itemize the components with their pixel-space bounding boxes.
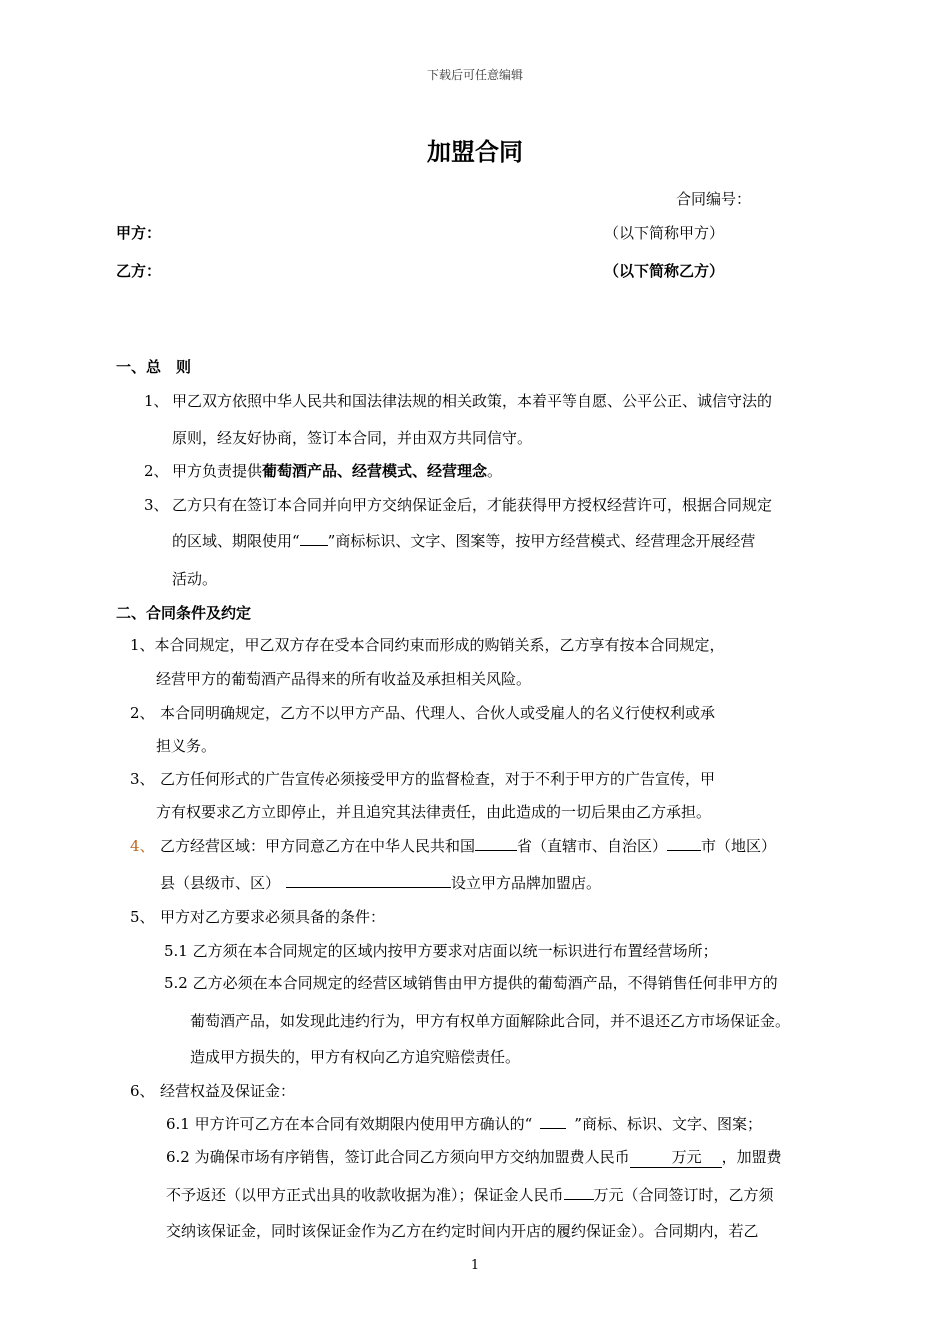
s2-item6-line1: 经营权益及保证金： [160, 1082, 296, 1100]
contract-number-label: 合同编号： [676, 190, 752, 208]
s2-item6-2-a: 6.2 为确保市场有序销售，签订此合同乙方须向甲方交纳加盟费人民币 [166, 1148, 630, 1166]
s1-item2-line [172, 460, 502, 481]
s2-item6-2-l2b: 万元（合同签订时，乙方须 [593, 1186, 774, 1204]
s2-item5-number: 5、 [130, 908, 155, 926]
page-number: 1 [470, 1258, 480, 1273]
s1-item1-line2: 原则，经友好协商，签订本合同，并由双方共同信守。 [172, 429, 533, 447]
party-a-alias: （以下简称甲方） [604, 224, 725, 242]
section-1-heading: 一、总 则 [116, 358, 192, 376]
county-blank [286, 873, 451, 888]
deposit-blank [564, 1185, 594, 1200]
s1-item3-number: 3、 [144, 496, 169, 514]
trademark-blank-2 [540, 1114, 566, 1129]
s2-item3-line1: 乙方任何形式的广告宣传必须接受甲方的监督检查，对于不利于甲方的广告宣传，甲 [160, 770, 716, 788]
s1-item3-pre: 的区域、期限使用“ [172, 532, 300, 550]
s1-item3-line2 [172, 530, 755, 551]
s2-item4-l2a: 县（县级市、区） [160, 874, 281, 892]
s1-item3-line3: 活动。 [172, 570, 218, 588]
header-note: 下载后可任意编辑 [426, 68, 523, 82]
s2-item4-c: 市（地区） [701, 837, 777, 855]
s2-item4-line1 [160, 835, 776, 856]
s2-item3-line2: 方有权要求乙方立即停止，并且追究其法律责任，由此造成的一切后果由乙方承担。 [156, 803, 712, 821]
s2-item5-2-line2: 葡萄酒产品，如发现此违约行为，甲方有权单方面解除此合同，并不退还乙方市场保证金。 [190, 1012, 791, 1030]
s2-item4-b: 省（直辖市、自治区） [517, 837, 668, 855]
s2-item5-line1: 甲方对乙方要求必须具备的条件： [160, 908, 386, 926]
province-blank [475, 836, 517, 851]
s1-item2-post: 。 [487, 462, 503, 480]
s1-item3-line1: 乙方只有在签订本合同并向甲方交纳保证金后，才能获得甲方授权经营许可，根据合同规定 [172, 496, 773, 514]
s2-item3-number: 3、 [130, 770, 155, 788]
s2-item2-number: 2、 [130, 704, 155, 722]
s2-item2-line2: 担义务。 [156, 737, 217, 755]
section-2-heading: 二、合同条件及约定 [116, 604, 252, 622]
s2-item4-a: 乙方经营区域：甲方同意乙方在中华人民共和国 [160, 837, 476, 855]
s2-item5-2-line1: 5.2 乙方必须在本合同规定的经营区域销售由甲方提供的葡萄酒产品，不得销售任何非甲方的 [164, 974, 778, 992]
party-b-alias: （以下简称乙方） [604, 262, 725, 280]
franchise-fee-amount: 万元 [630, 1146, 722, 1168]
s2-item5-2-line3: 造成甲方损失的，甲方有权向乙方追究赔偿责任。 [190, 1048, 521, 1066]
s2-item2-line1: 本合同明确规定，乙方不以甲方产品、代理人、合伙人或受雇人的名义行使权利或承 [160, 704, 716, 722]
s2-item6-2-l2a: 不予返还（以甲方正式出具的收款收据为准）；保证金人民币 [166, 1186, 564, 1204]
s2-item6-1-post: ”商标、标识、文字、图案； [574, 1115, 762, 1133]
city-blank [667, 836, 701, 851]
s2-item5-1: 5.1 乙方须在本合同规定的区域内按甲方要求对店面以统一标识进行布置经营场所； [164, 942, 718, 960]
trademark-blank [300, 531, 328, 546]
s2-item1-line1: 1、本合同规定，甲乙双方存在受本合同约束而形成的购销关系，乙方享有按本合同规定， [130, 636, 725, 654]
s2-item1-line2: 经营甲方的葡萄酒产品得来的所有收益及承担相关风险。 [156, 670, 532, 688]
s2-item4-line2 [160, 872, 601, 893]
s2-item4-number: 4、 [130, 837, 155, 855]
s1-item3-post: ”商标标识、文字、图案等，按甲方经营模式、经营理念开展经营 [327, 532, 756, 550]
s2-item6-number: 6、 [130, 1082, 155, 1100]
s2-item6-1-pre: 6.1 甲方许可乙方在本合同有效期限内使用甲方确认的“ [166, 1115, 533, 1133]
s2-item6-2-b: ，加盟费 [721, 1148, 782, 1166]
s1-item2-bold: 葡萄酒产品、经营模式、经营理念 [262, 462, 488, 480]
s2-item6-2-line1 [166, 1146, 782, 1168]
s1-item1-number: 1、 [144, 392, 169, 410]
s1-item2-number: 2、 [144, 462, 169, 480]
s2-item4-l2b: 设立甲方品牌加盟店。 [451, 874, 602, 892]
s1-item2-pre: 甲方负责提供 [172, 462, 263, 480]
document-title: 加盟合同 [427, 138, 523, 166]
s2-item6-1 [166, 1113, 762, 1134]
s2-item6-2-line3: 交纳该保证金，同时该保证金作为乙方在约定时间内开店的履约保证金）。合同期内，若乙 [166, 1222, 759, 1240]
party-b-label: 乙方： [116, 262, 162, 280]
s1-item1-line1: 甲乙双方依照中华人民共和国法律法规的相关政策，本着平等自愿、公平公正、诚信守法的 [172, 392, 773, 410]
party-a-label: 甲方： [116, 224, 162, 242]
s2-item6-2-line2 [166, 1184, 774, 1205]
